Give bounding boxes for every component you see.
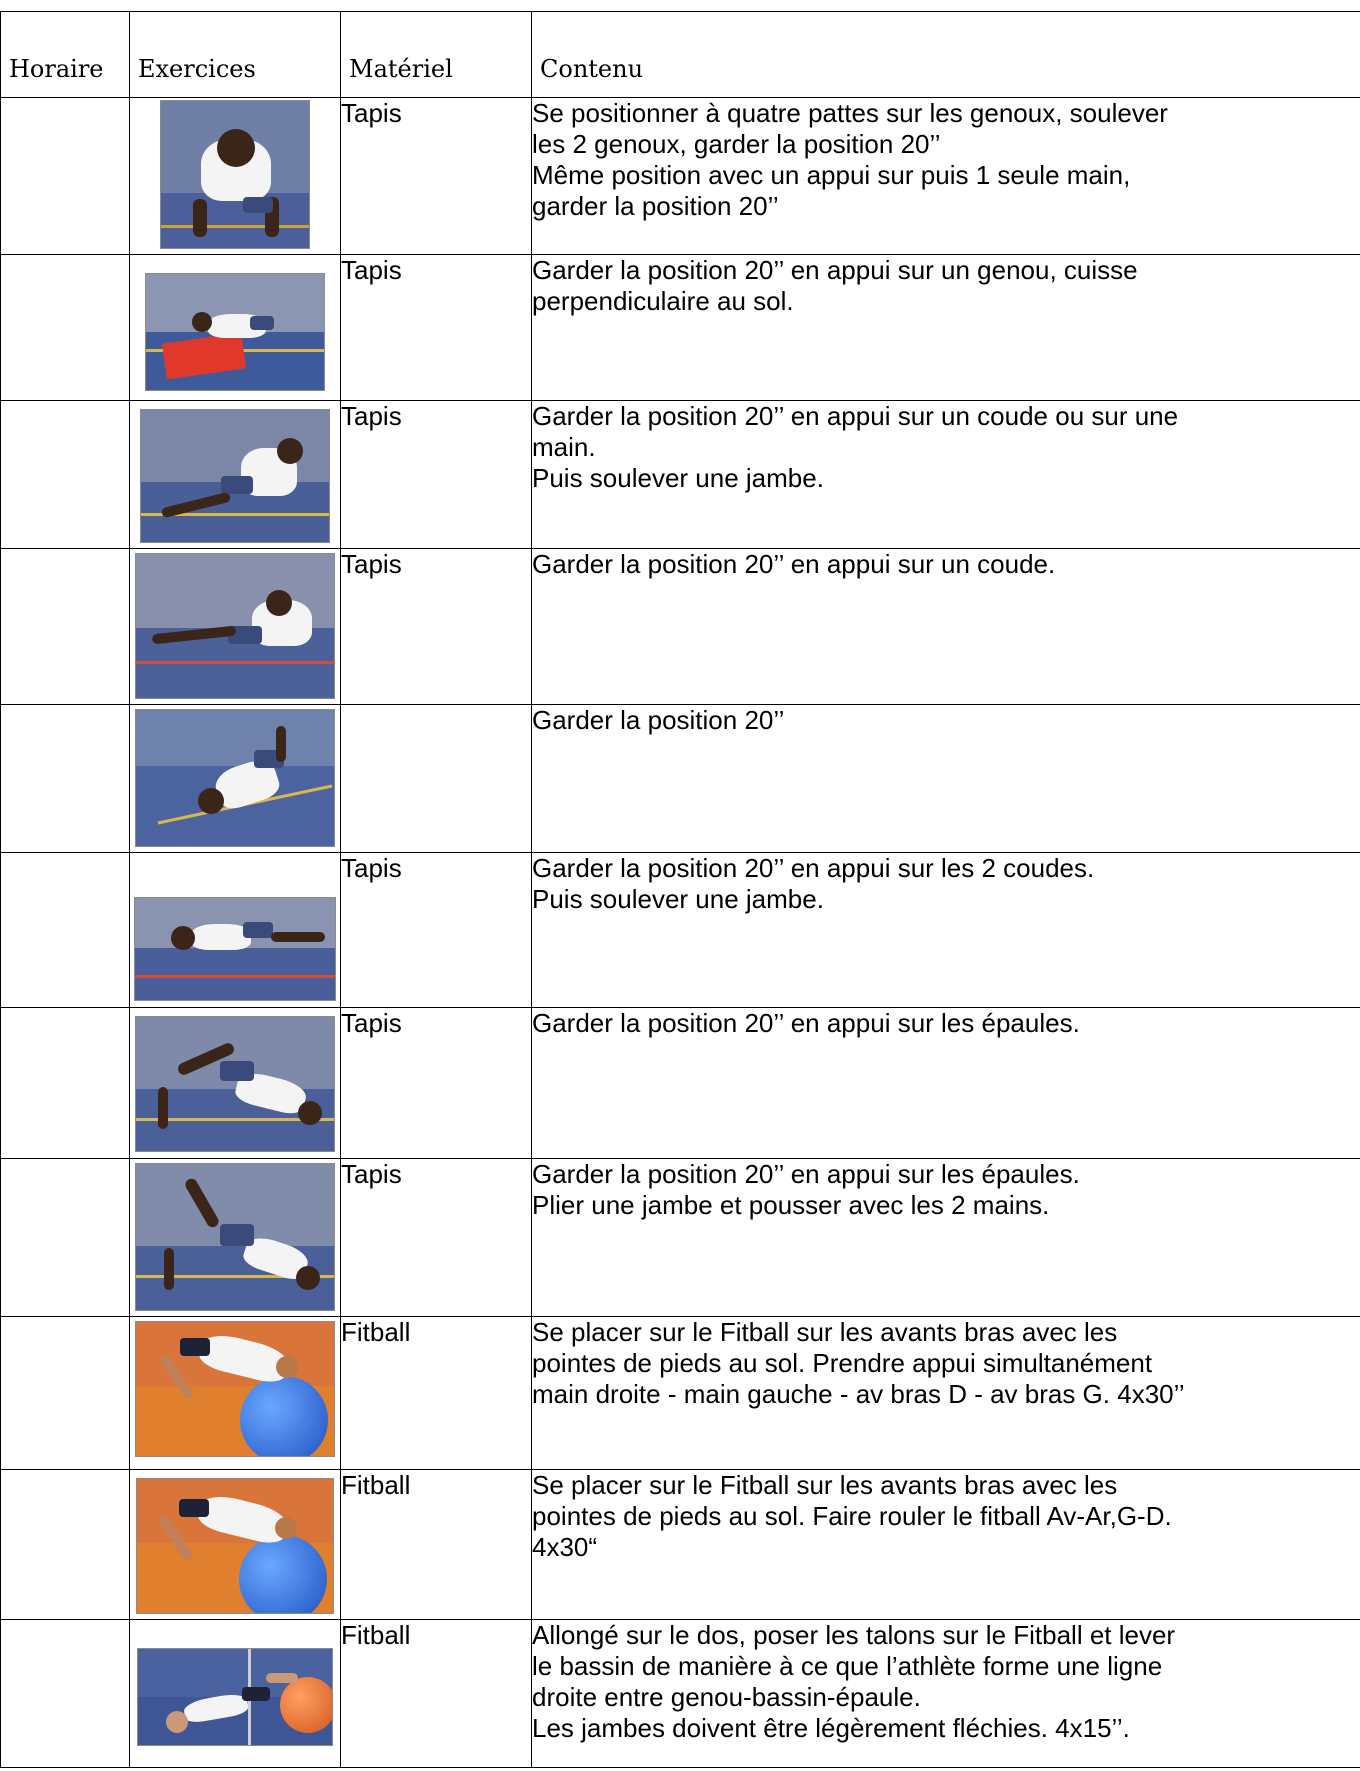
- materiel-cell: Tapis: [341, 401, 532, 549]
- exercise-image-cell: [130, 1470, 341, 1620]
- side-plank-leg-raise-photo: [135, 709, 335, 847]
- header-contenu: Contenu: [532, 12, 1360, 98]
- exercise-image-cell: [130, 549, 341, 705]
- exercise-image-cell: [130, 1008, 341, 1159]
- table-row: [1, 98, 1360, 255]
- materiel-cell: Tapis: [341, 853, 532, 1008]
- contenu-cell: Se positionner à quatre pattes sur les genoux, soulever les 2 genoux, garder la position 20’’ Même position avec un appui sur puis 1 seule main, garder la position 20’’: [532, 98, 1360, 255]
- table-row: [1, 705, 1360, 853]
- materiel-cell: [341, 705, 532, 853]
- materiel-cell: Tapis: [341, 98, 532, 255]
- knee-support-on-mat-photo: [145, 273, 325, 391]
- contenu-cell: Garder la position 20’’ en appui sur les épaules. Plier une jambe et pousser avec les 2 mains.: [532, 1159, 1360, 1317]
- horaire-cell: [1, 1317, 130, 1470]
- table-row: [1, 255, 1360, 401]
- contenu-cell: Allongé sur le dos, poser les talons sur le Fitball et lever le bassin de manière à ce que l’athlète forme une ligne droite entre genou-bassin-épaule. Les jambes doivent être légèrement fléchies. 4x15’’.: [532, 1620, 1360, 1768]
- header-exercices: Exercices: [130, 12, 341, 98]
- table-row: [1, 1008, 1360, 1159]
- table-row: [1, 1317, 1360, 1470]
- horaire-cell: [1, 401, 130, 549]
- materiel-cell: Fitball: [341, 1620, 532, 1768]
- side-plank-hand-photo: [140, 409, 330, 543]
- contenu-cell: Garder la position 20’’ en appui sur un coude.: [532, 549, 1360, 705]
- kneeling-four-points-photo: [160, 100, 310, 249]
- exercise-image-cell: [130, 1159, 341, 1317]
- materiel-cell: Tapis: [341, 549, 532, 705]
- contenu-cell: Garder la position 20’’ en appui sur un genou, cuisse perpendiculaire au sol.: [532, 255, 1360, 401]
- materiel-cell: Fitball: [341, 1317, 532, 1470]
- table-row: [1, 401, 1360, 549]
- exercise-image-cell: [130, 98, 341, 255]
- header-horaire: Horaire: [1, 12, 130, 98]
- table-row: [1, 853, 1360, 1008]
- fitball-forearm-plank-photo: [135, 1321, 335, 1457]
- shoulder-bridge-knee-push-photo: [135, 1163, 335, 1311]
- table-header-row: [1, 12, 1360, 98]
- contenu-cell: Garder la position 20’’: [532, 705, 1360, 853]
- materiel-cell: Tapis: [341, 1159, 532, 1317]
- exercise-table: [0, 11, 1360, 1768]
- exercise-image-cell: [130, 401, 341, 549]
- horaire-cell: [1, 255, 130, 401]
- table-row: [1, 1470, 1360, 1620]
- contenu-cell: Garder la position 20’’ en appui sur les épaules.: [532, 1008, 1360, 1159]
- exercise-image-cell: [130, 705, 341, 853]
- horaire-cell: [1, 1470, 130, 1620]
- table-row: [1, 549, 1360, 705]
- exercise-image-cell: [130, 853, 341, 1008]
- contenu-cell: Se placer sur le Fitball sur les avants bras avec les pointes de pieds au sol. Faire rouler le fitball Av-Ar,G-D. 4x30“: [532, 1470, 1360, 1620]
- table-row: [1, 1159, 1360, 1317]
- shoulder-bridge-photo: [135, 1016, 335, 1152]
- exercise-image-cell: [130, 1620, 341, 1768]
- horaire-cell: [1, 1620, 130, 1768]
- horaire-cell: [1, 549, 130, 705]
- horaire-cell: [1, 98, 130, 255]
- materiel-cell: Tapis: [341, 255, 532, 401]
- fitball-hip-lift-photo: [137, 1648, 333, 1746]
- horaire-cell: [1, 1159, 130, 1317]
- horaire-cell: [1, 853, 130, 1008]
- front-plank-elbows-photo: [134, 897, 336, 1001]
- header-materiel: Matériel: [341, 12, 532, 98]
- materiel-cell: Tapis: [341, 1008, 532, 1159]
- exercise-image-cell: [130, 1317, 341, 1470]
- side-plank-elbow-photo: [135, 553, 335, 699]
- contenu-cell: Se placer sur le Fitball sur les avants bras avec les pointes de pieds au sol. Prendre appui simultanément main droite - main gauche - av bras D - av bras G. 4x30’’: [532, 1317, 1360, 1470]
- exercise-image-cell: [130, 255, 341, 401]
- contenu-cell: Garder la position 20’’ en appui sur les 2 coudes. Puis soulever une jambe.: [532, 853, 1360, 1008]
- contenu-cell: Garder la position 20’’ en appui sur un coude ou sur une main. Puis soulever une jambe.: [532, 401, 1360, 549]
- materiel-cell: Fitball: [341, 1470, 532, 1620]
- table-row: [1, 1620, 1360, 1768]
- fitball-roll-plank-photo: [136, 1478, 334, 1614]
- horaire-cell: [1, 1008, 130, 1159]
- horaire-cell: [1, 705, 130, 853]
